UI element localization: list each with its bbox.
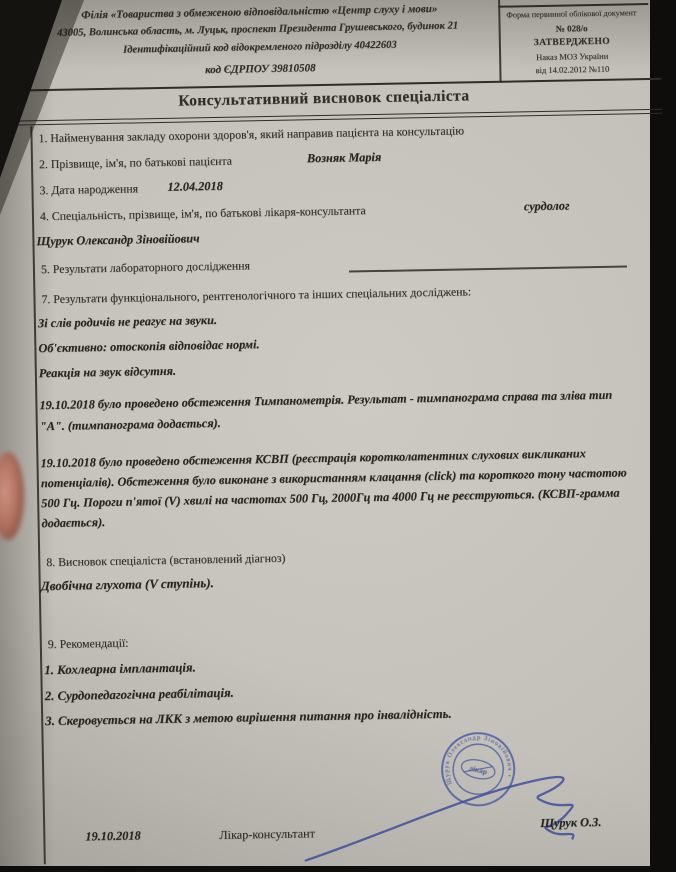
field-2-label: 2. Прізвище, ім'я, по батькові пацієнта [38,153,233,172]
recommendation-item: 3. Скеровується на ЛКК з метою вирішення питання про інвалідність. [45,706,452,729]
org-line: Філія «Товариства з обмеженою відповідальністю «Центр слуху і мови» [81,2,438,22]
patient-name-value: Возняк Марія [306,149,382,166]
recommendation-item: 2. Сурдопедагогічна реабілітація. [44,685,234,704]
stamp-ring-text: Щурук Олександр Зіновійович • [443,734,514,786]
finding-line: Реакція на звук відсутня. [38,363,177,381]
doctor-name: Щурук О.З. [540,815,602,831]
field-9-label: 9. Рекомендації: [47,635,129,652]
recommendation-item: 1. Кохлеарна імплантація. [44,660,196,678]
signature-image [298,763,600,864]
form-number: № 028/о [555,23,588,34]
finding-tympanometry: 19.10.2018 було проведено обстеження Тимпанометрія. Результат - тимпанограма справа та зліва тип "А". (тимпанограма додається). [39,387,613,434]
org-line: Ідентифікаційний код відокремленого підрозділу 40422603 [123,39,397,56]
birth-date-value: 12.04.2018 [167,178,223,194]
form-line: Форма первинної облікової документ [506,8,637,20]
field-4-label: 4. Спеціальність, прізвище, ім'я, по батькові лікаря-консультанта [39,203,366,224]
stamp-center-text: лікар [468,763,489,777]
field-8-label: 8. Висновок спеціаліста (встановлений діагноз) [46,550,286,570]
field-7-label: 7. Результати функціонального, рентгенологічного та інших спеціальних досліджень: [41,284,472,307]
field-5-label: 5. Результати лабораторного дослідження [40,258,251,277]
field-3-label: 3. Дата народження [39,181,139,198]
form-box-clipped-title [492,0,652,2]
finding-line: Зі слів родичів не реагує на звуки. [37,312,218,331]
order-label: Наказ МОЗ України [535,50,609,63]
org-line: 43005, Волинська область, м. Луцьк, проспект Президента Грушевського, будинок 21 [56,20,459,39]
specialty-value: сурдолог [523,198,570,214]
org-line: код ЄДРПОУ 39810508 [204,62,316,77]
diagnosis-value: Двобічна глухота (V ступінь). [40,575,214,594]
order-date: від 14.02.2012 №110 [535,63,610,76]
footer-role: Лікар-консультант [219,826,316,843]
form-box-top-rule [498,3,648,8]
field-5-blank-line [349,265,627,272]
finding-ksvp: 19.10.2018 було проведено обстеження КСВП (реєстрація коротколатентних слухових викликаних потенціалів). Обстеження було виконане з використанням клацання (click) та короткого тону частотою 500 Гц. Пороги п'ятої (V) хвилі на частотах 500 Гц, 2000Гц та 4000 Гц не реєструються. (КСВП-грамма додається). [40,446,627,531]
field-1-label: 1. Найменування закладу охорони здоров'я, який направив пацієнта на консультацію [38,123,465,146]
footer-date: 19.10.2018 [85,828,141,844]
finding-line: Об'єктивно: отоскопія відповідає нормі. [38,337,260,356]
approved-label: ЗАТВЕРДЖЕНО [533,36,611,49]
page-title: Консультативний висновок спеціаліста [178,87,470,110]
consultant-name-value: Щурук Олександр Зіновійович [36,231,200,249]
